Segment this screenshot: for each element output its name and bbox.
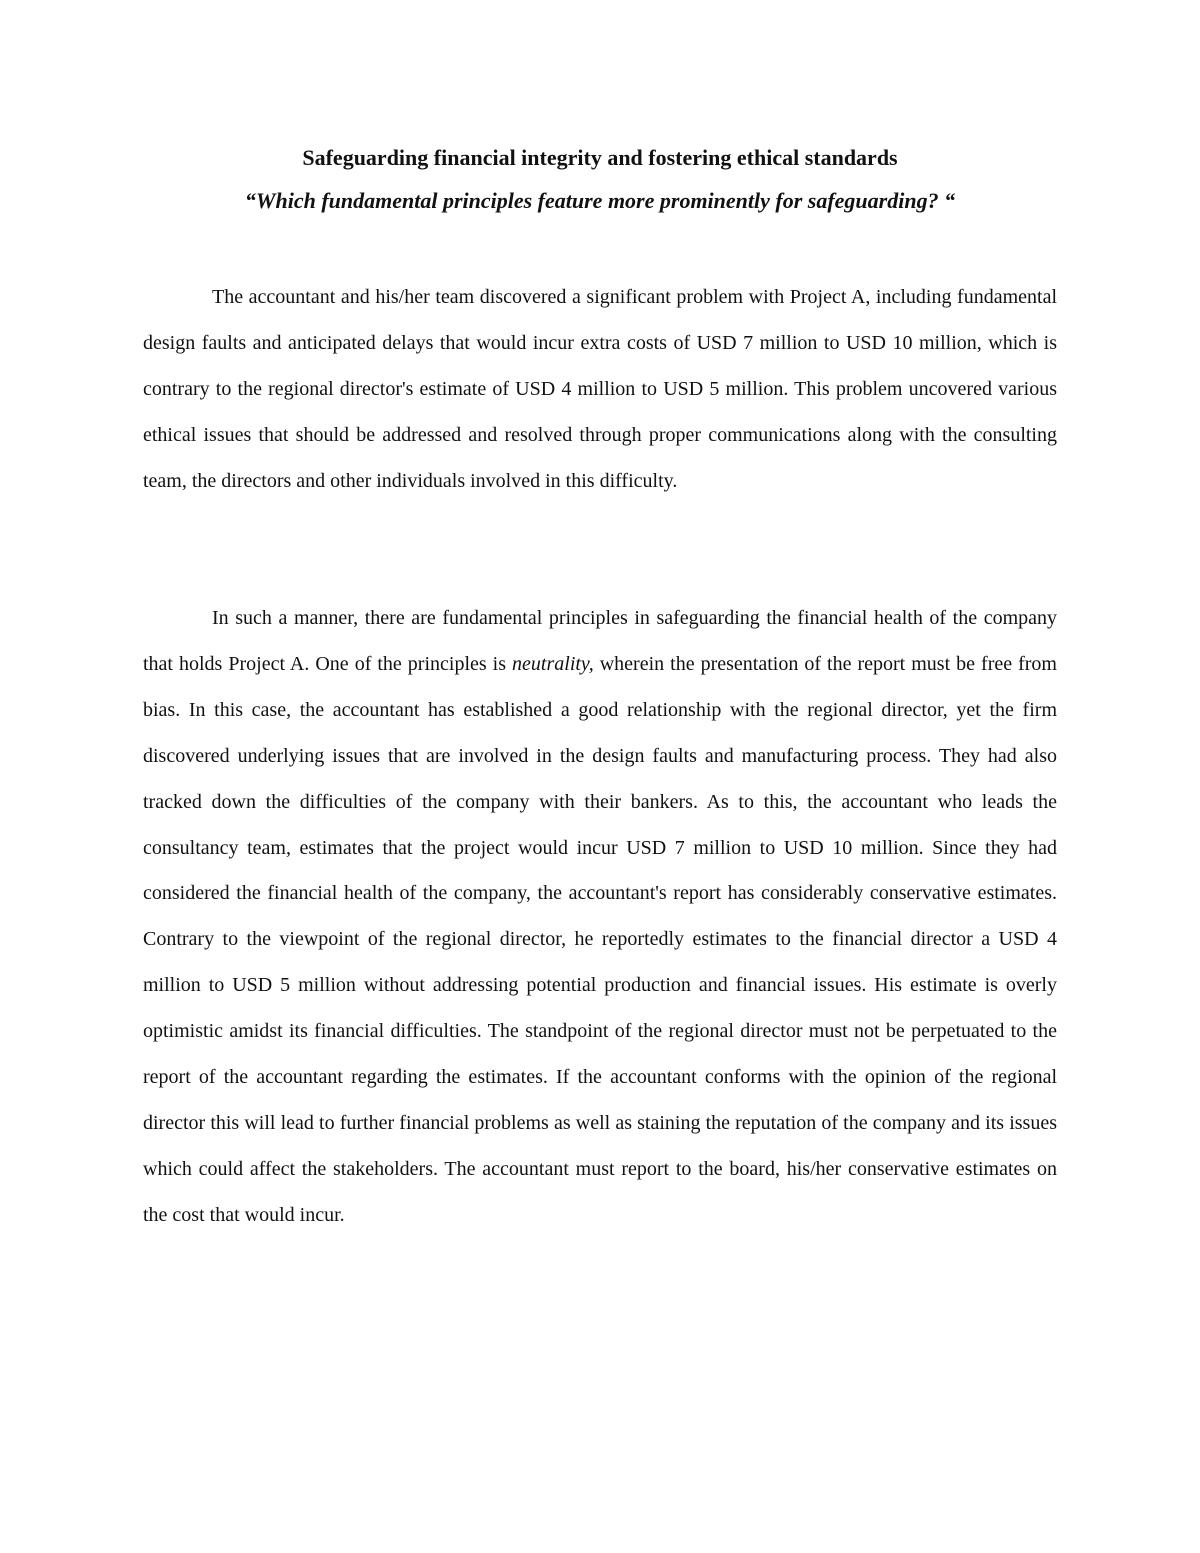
paragraph-2 [143, 596, 1057, 1239]
document-title: Safeguarding financial integrity and fostering ethical standards [302, 145, 898, 170]
emphasized-term: neutrality, [512, 652, 594, 675]
paragraph-2-text-after: wherein the presentation of the report must be free from bias. In this case, the accountant has established a good relationship with the regional director, yet the firm discovered underlying issues that are involved in the design faults and manufacturing process. They had also tracked down the difficulties of the company with their bankers. As to this, the accountant who leads the consultancy team, estimates that the project would incur USD 7 million to USD 10 million. Since they had considered the financial health of the company, the accountant's report has considerably conservative estimates. Contrary to the viewpoint of the regional director, he reportedly estimates to the financial director a USD 4 million to USD 5 million without addressing potential production and financial issues. His estimate is overly optimistic amidst its financial difficulties. The standpoint of the regional director must not be perpetuated to the report of the accountant regarding the estimates. If the accountant conforms with the opinion of the regional director this will lead to further financial problems as well as staining the reputation of the company and its issues which could affect the stakeholders. The accountant must report to the board, his/her conservative estimates on the cost that would incur. [143, 652, 1057, 1226]
paragraph-1: The accountant and his/her team discovered a significant problem with Project A, including fundamental design faults and anticipated delays that would incur extra costs of USD 7 million to USD 10 million, which is contrary to the regional director's estimate of USD 4 million to USD 5 million. This problem uncovered various ethical issues that should be addressed and resolved through proper communications along with the consulting team, the directors and other individuals involved in this difficulty. [143, 286, 1057, 492]
document-subtitle: “Which fundamental principles feature more prominently for safeguarding? “ [244, 188, 956, 213]
paragraph-2-text-before: In such a manner, there are fundamental principles in safeguarding the financial health of the company that holds Project A. One of the principles is [143, 607, 1057, 675]
